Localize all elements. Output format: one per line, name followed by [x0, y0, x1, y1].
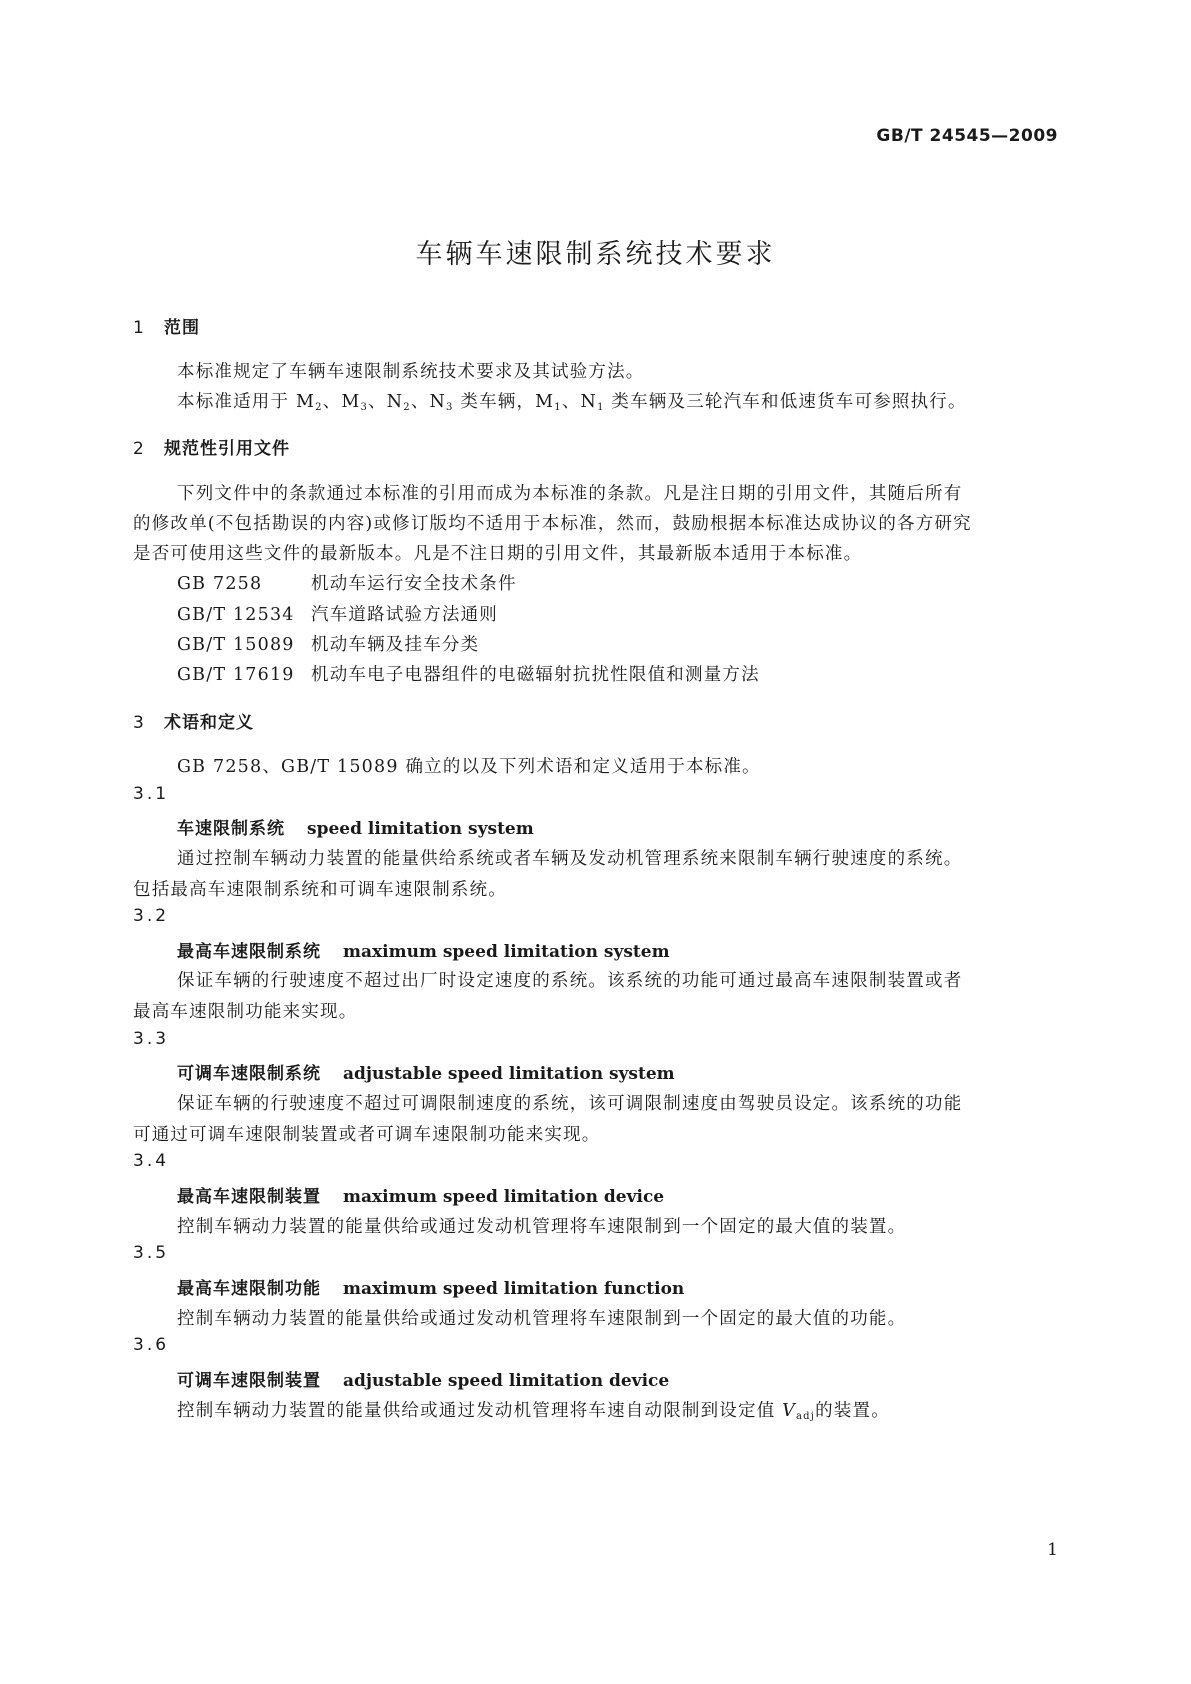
- term-definition: 可通过可调车速限制装置或者可调车速限制功能来实现。: [133, 1125, 601, 1145]
- term-definition: 保证车辆的行驶速度不超过可调限制速度的系统，该可调限制速度由驾驶员设定。该系统的功能: [177, 1094, 963, 1114]
- terms-intro: GB 7258、GB/T 15089 确立的以及下列术语和定义适用于本标准。: [177, 757, 761, 777]
- page-number: 1: [1047, 1540, 1058, 1560]
- term-definition: 包括最高车速限制系统和可调车速限制系统。: [133, 880, 507, 900]
- term-definition: 保证车辆的行驶速度不超过出厂时设定速度的系统。该系统的功能可通过最高车速限制装置或者: [177, 971, 963, 991]
- reference-item: GB/T 15089 机动车辆及挂车分类: [177, 635, 480, 655]
- term-definition: 控制车辆动力装置的能量供给或通过发动机管理将车速限制到一个固定的最大值的功能。: [177, 1309, 907, 1329]
- scope-paragraph-2: 本标准适用于 $M_2$、$M_3$、$N_2$、$N_3$ 类车辆，$M_1$、$N_1$ 类车辆及三轮汽车和低速货车可参照执行。: [177, 392, 967, 413]
- normative-ref-line-3: 是否可使用这些文件的最新版本。凡是不注日期的引用文件，其最新版本适用于本标准。: [133, 544, 863, 564]
- term-heading: 最高车速限制系统 maximum speed limitation system: [177, 942, 670, 962]
- term-definition: 控制车辆动力装置的能量供给或通过发动机管理将车速限制到一个固定的最大值的装置。: [177, 1217, 907, 1237]
- section-1-heading: [133, 313, 200, 338]
- term-definition: 通过控制车辆动力装置的能量供给系统或者车辆及发动机管理系统来限制车辆行驶速度的系统。: [177, 849, 963, 869]
- term-definition: 控制车辆动力装置的能量供给或通过发动机管理将车速自动限制到设定值 $V_{adj}$的装置。: [177, 1401, 890, 1422]
- term-heading: 可调车速限制装置 adjustable speed limitation device: [177, 1371, 670, 1391]
- reference-item: GB/T 17619 机动车电子电器组件的电磁辐射抗扰性限值和测量方法: [177, 665, 760, 685]
- document-title: 车辆车速限制系统技术要求: [415, 239, 776, 270]
- term-number: 3.6: [133, 1335, 170, 1355]
- section-2-heading: [133, 434, 290, 459]
- section-number: 1: [133, 318, 145, 338]
- normative-ref-line-2: 的修改单(不包括勘误的内容)或修订版均不适用于本标准，然而，鼓励根据本标准达成协议的各方研究: [133, 514, 972, 534]
- term-heading: 可调车速限制系统 adjustable speed limitation system: [177, 1064, 675, 1084]
- term-heading: 最高车速限制功能 maximum speed limitation function: [177, 1279, 685, 1299]
- standard-code-header: GB/T 24545—2009: [876, 126, 1058, 146]
- reference-item: GB/T 12534 汽车道路试验方法通则: [177, 605, 498, 625]
- term-heading: 最高车速限制装置 maximum speed limitation device: [177, 1187, 665, 1207]
- section-number: 2: [133, 439, 145, 459]
- term-number: 3.3: [133, 1029, 170, 1049]
- section-3-heading: [133, 708, 254, 733]
- scope-paragraph-1: 本标准规定了车辆车速限制系统技术要求及其试验方法。: [177, 362, 645, 382]
- term-number: 3.5: [133, 1243, 170, 1263]
- term-number: 3.1: [133, 784, 170, 804]
- section-title: 术语和定义: [164, 713, 254, 733]
- section-number: 3: [133, 713, 145, 733]
- term-heading: 车速限制系统 speed limitation system: [177, 819, 534, 839]
- term-number: 3.4: [133, 1151, 170, 1171]
- normative-ref-line-1: 下列文件中的条款通过本标准的引用而成为本标准的条款。凡是注日期的引用文件，其随后所有: [177, 484, 963, 504]
- reference-item: GB 7258 机动车运行安全技术条件: [177, 574, 517, 594]
- section-title: 规范性引用文件: [164, 439, 290, 459]
- section-title: 范围: [164, 318, 200, 338]
- term-number: 3.2: [133, 906, 170, 926]
- term-definition: 最高车速限制功能来实现。: [133, 1002, 358, 1022]
